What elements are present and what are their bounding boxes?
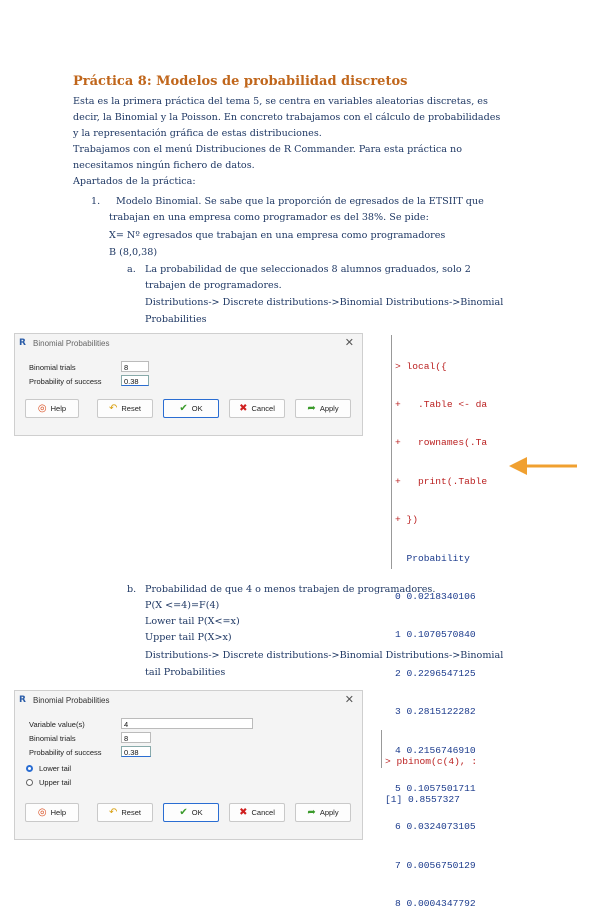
dialog-titlebar (15, 334, 362, 352)
lifebuoy-icon: ◎ (37, 806, 47, 818)
ok-button[interactable] (163, 399, 219, 418)
table-row: 2 0.2296547125 (395, 667, 476, 679)
console-line: + rownames(.Ta (395, 437, 488, 449)
item-1-number: 1. (91, 196, 101, 207)
table-row: 6 0.0324073105 (395, 821, 476, 833)
table-row: 7 0.0056750129 (395, 859, 476, 871)
trials-label: Binomial trials (29, 363, 76, 372)
help-button-label: Help (50, 808, 67, 817)
table-row: 8 0.0004347792 (395, 898, 476, 910)
checkmark-icon: ✔ (179, 806, 188, 818)
upper-tail-label: Upper tail (39, 778, 72, 787)
table-header: Probability (395, 552, 470, 564)
cancel-button[interactable] (229, 803, 285, 822)
ok-button-label: OK (191, 808, 203, 817)
apply-arrow-icon: ➦ (307, 806, 316, 818)
cancel-button-label: Cancel (251, 808, 275, 817)
binomial-tail-probabilities-dialog (14, 690, 363, 840)
checkmark-icon: ✔ (179, 402, 188, 414)
menu-path: Distributions-> Discrete distributions->Binomial Distributions->Binomial (145, 650, 504, 661)
probability-input[interactable]: 0.38 (121, 375, 149, 386)
variable-definition: X= Nº egresados que trabajan en una empresa como programadores (109, 230, 446, 241)
reset-arrow-icon: ↶ (109, 806, 118, 818)
cancel-button-label: Cancel (251, 404, 275, 413)
cancel-x-icon: ✖ (239, 402, 248, 414)
apply-button[interactable] (295, 803, 351, 822)
ok-button-label: OK (191, 404, 203, 413)
item-b-line: Upper tail P(X>x) (145, 632, 232, 643)
intro-line: Esta es la primera práctica del tema 5, se centra en variables aleatorias discretas, es (73, 96, 488, 107)
trials-input[interactable]: 8 (121, 361, 149, 372)
menu-path-end: Probabilities (145, 314, 207, 325)
apply-arrow-icon: ➦ (307, 402, 316, 414)
ok-button[interactable] (163, 803, 219, 822)
apply-button[interactable] (295, 399, 351, 418)
variable-input[interactable]: 4 (121, 718, 253, 729)
cancel-button[interactable] (229, 399, 285, 418)
table-row: 1 0.1070570840 (395, 629, 476, 641)
console-line: + .Table <- da (395, 398, 488, 410)
lower-tail-radio[interactable] (26, 765, 33, 772)
intro-line: necesitamos ningún fichero de datos. (73, 160, 255, 171)
lifebuoy-icon: ◎ (37, 402, 47, 414)
r-logo-icon: R (19, 338, 26, 348)
reset-button[interactable] (97, 399, 153, 418)
help-button[interactable] (25, 803, 79, 822)
console-result: [1] 0.8557327 (385, 793, 460, 805)
reset-button-label: Reset (121, 808, 141, 817)
item-a-letter: a. (127, 264, 136, 275)
probability-input[interactable]: 0.38 (121, 746, 151, 757)
item-a-line: trabajen de programadores. (145, 280, 282, 291)
console-line: + print(.Table (395, 475, 488, 487)
table-row: 4 0.2156746910 (395, 744, 476, 756)
binomial-probabilities-dialog (14, 333, 363, 436)
dialog-title: Binomial Probabilities (33, 696, 110, 705)
close-icon[interactable]: ✕ (344, 337, 354, 349)
highlight-arrow-icon (505, 454, 580, 478)
dialog-titlebar (15, 691, 362, 709)
reset-arrow-icon: ↶ (109, 402, 118, 414)
console-line: > pbinom(c(4), : (385, 755, 478, 767)
reset-button[interactable] (97, 803, 153, 822)
cancel-x-icon: ✖ (239, 806, 248, 818)
trials-label: Binomial trials (29, 734, 76, 743)
item-b-line: P(X <=4)=F(4) (145, 600, 220, 611)
table-row: 3 0.2815122282 (395, 706, 476, 718)
intro-line: Trabajamos con el menú Distribuciones de R Commander. Para esta práctica no (73, 144, 462, 155)
menu-path: Distributions-> Discrete distributions->Binomial Distributions->Binomial (145, 297, 504, 308)
table-row: 5 0.1057501711 (395, 782, 476, 794)
console-line: + }) (395, 514, 419, 526)
probability-label: Probability of success (29, 377, 102, 386)
distribution-spec: B (8,0,38) (109, 247, 158, 258)
item-1-line: trabajan en una empresa como programador es del 38%. Se pide: (109, 212, 429, 223)
dialog-title: Binomial Probabilities (33, 339, 110, 348)
probability-label: Probability of success (29, 748, 102, 757)
upper-tail-radio[interactable] (26, 779, 33, 786)
intro-paragraph (73, 94, 528, 190)
console-line: > local({ (395, 360, 447, 372)
page-title: Práctica 8: Modelos de probabilidad discretos (73, 74, 408, 89)
r-logo-icon: R (19, 695, 26, 705)
item-1-line: Modelo Binomial. Se sabe que la proporción de egresados de la ETSIIT que (116, 196, 484, 207)
intro-line: Apartados de la práctica: (73, 176, 196, 187)
table-row: 0 0.0218340106 (395, 590, 476, 602)
intro-line: y la representación gráfica de estas distribuciones. (73, 128, 322, 139)
help-button-label: Help (50, 404, 67, 413)
menu-path-end: tail Probabilities (145, 667, 226, 678)
item-b-letter: b. (127, 584, 137, 595)
intro-line: decir, la Binomial y la Poisson. En concreto trabajamos con el cálculo de probabilidades (73, 112, 501, 123)
item-b-line: Probabilidad de que 4 o menos trabajen de programadores. (145, 584, 436, 595)
item-b-line: Lower tail P(X<=x) (145, 616, 240, 627)
close-icon[interactable]: ✕ (344, 694, 354, 706)
apply-button-label: Apply (319, 808, 339, 817)
trials-input[interactable]: 8 (121, 732, 151, 743)
item-a-line: La probabilidad de que seleccionados 8 alumnos graduados, solo 2 (145, 264, 471, 275)
lower-tail-label: Lower tail (39, 764, 72, 773)
variable-label: Variable value(s) (29, 720, 85, 729)
reset-button-label: Reset (121, 404, 141, 413)
apply-button-label: Apply (319, 404, 339, 413)
help-button[interactable] (25, 399, 79, 418)
